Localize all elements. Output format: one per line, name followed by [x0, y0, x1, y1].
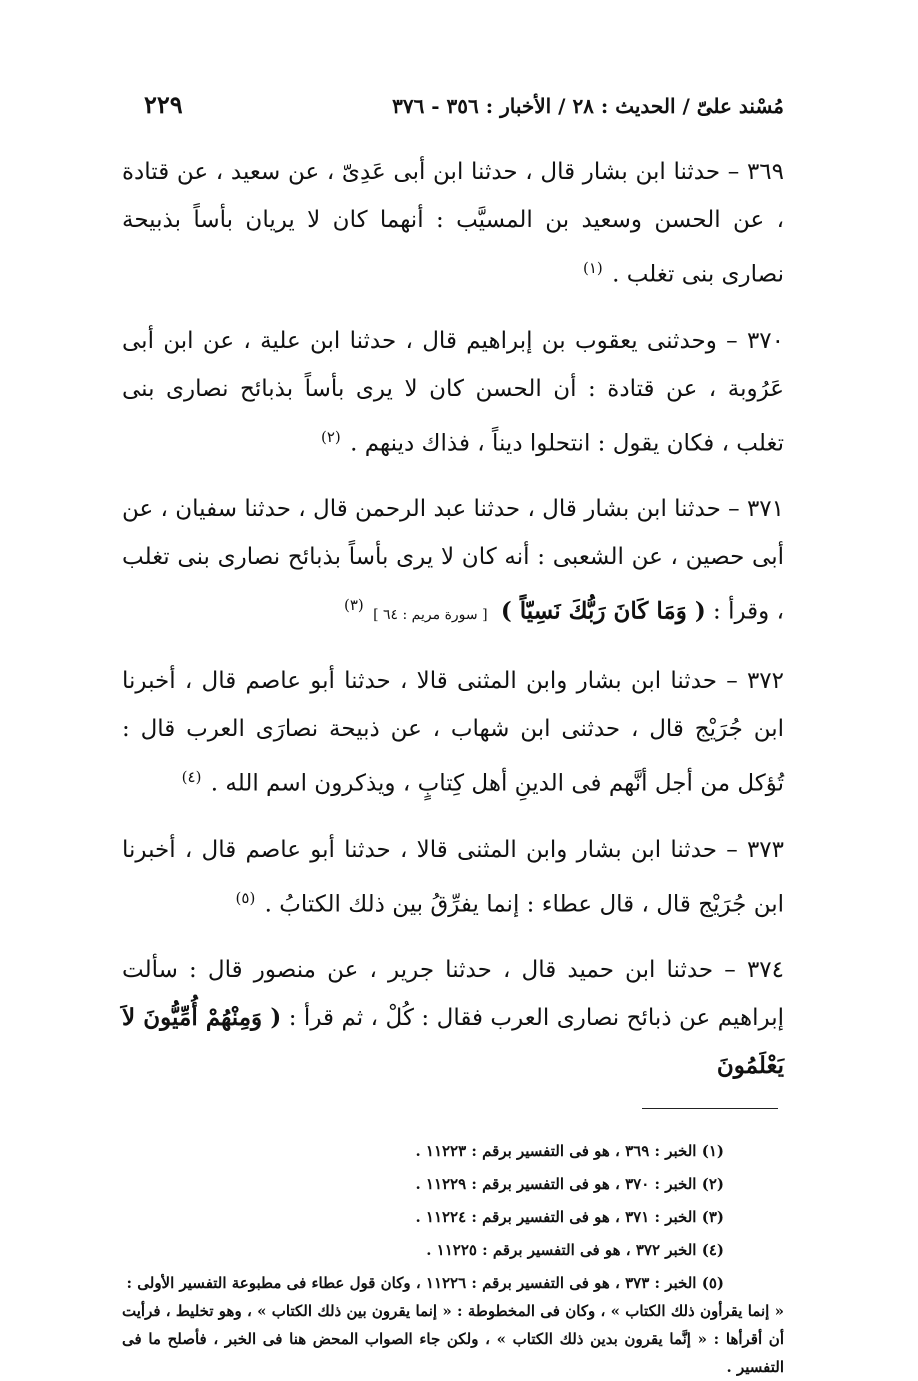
hadith-370 [122, 317, 784, 468]
hadith-number: ٣٧٤ [746, 957, 784, 984]
footnote-ref: (٥) [235, 888, 256, 907]
surah-citation: [ سورة مريم : ٦٤ ] [373, 606, 488, 623]
hadith-text: – حدثنا ابن بشار وابن المثنى قالا ، حدثنا أبو عاصم قال ، أخبرنا ابن جُرَيْج قال ، قال عطاء : إنما يفرِّقُ بين ذلك الكتابُ . [122, 836, 784, 918]
footnote-5-continuation: « إنما يقرأون ذلك الكتاب » ، وكان فى المخطوطة : « إنما يقرون بين ذلك الكتاب » ، وهو تخليط ، فرأيت أن أقرأها : « إنَّما يقرون بدين ذلك الكتاب » ، ولكن جاء الصواب المحض هنا فى الخبر ، فأصلح ما فى التفسير . [122, 1302, 784, 1377]
footnote-ref: (٢) [321, 427, 341, 446]
footnote-text: الخبر : ٣٦٩ ، هو فى التفسير برقم : ١١٢٢٣ . [415, 1142, 697, 1161]
hadith-number: ٣٧٢ [746, 667, 785, 694]
hadith-number: ٣٦٩ [746, 159, 784, 185]
page-number: ٢٢٩ [144, 90, 183, 119]
footnote-label: (٢) [701, 1175, 724, 1194]
footnote-separator [642, 1108, 778, 1109]
footnote-2 [122, 1168, 784, 1201]
footnote-text: الخبر : ٣٧٣ ، هو فى التفسير برقم : ١١٢٢٦ ، وكان قول عطاء فى مطبوعة التفسير الأولى : [126, 1274, 697, 1293]
footnote-5-first-line [122, 1269, 784, 1297]
running-title: مُسْند علىّ / الحديث : ٢٨ / الأخبار : ٣٥٦ - ٣٧٦ [392, 94, 784, 118]
hadith-text: – حدثنا ابن بشار وابن المثنى قالا ، حدثنا أبو عاصم قال ، أخبرنا ابن جُرَيْج قال ، حدثنى ابن شهاب ، عن ذبيحة نصارَى العرب قال : تُؤكل من أجل أنَّهم فى الدينِ أهل كِتابٍ ، ويذكرون اسم الله . [122, 667, 784, 797]
hadith-373 [122, 826, 784, 929]
hadith-text: – حدثنا ابن حميد قال ، حدثنا جرير ، عن منصور قال : سألت إبراهيم عن ذبائح نصارى العرب فقال : كُلْ ، ثم قرأ : [122, 957, 785, 1032]
hadith-number: ٣٧٣ [746, 836, 785, 863]
footnote-text: الخبر : ٣٧١ ، هو فى التفسير برقم : ١١٢٢٤ . [415, 1208, 697, 1227]
hadith-374 [122, 946, 784, 1090]
hadith-number: ٣٧٠ [746, 327, 784, 354]
page-header [122, 84, 784, 124]
footnote-label: (٣) [701, 1208, 724, 1227]
quran-verse: ( وَمِنْهُمْ أُمِّيُّونَ لاَ يَعْلَمُونَ [122, 1004, 784, 1080]
footnotes [122, 1135, 784, 1381]
footnote-label: (٤) [701, 1241, 724, 1260]
hadith-text: – وحدثنى يعقوب بن إبراهيم قال ، حدثنا ابن علية ، عن ابن أبى عَرُوبة ، عن قتادة : أن الحسن كان لا يرى بأساً بذبائح نصارى بنى تغلب ، فكان يقول : انتحلوا ديناً ، فذاك دينهم . [122, 327, 784, 457]
footnote-ref: (٤) [181, 767, 202, 786]
hadith-text: – حدثنا ابن بشار قال ، حدثنا ابن أبى عَدِىّ ، عن سعيد ، عن قتادة ، عن الحسن وسعيد بن المسيَّب : أنهما كان لا يريان بأساً بذبيحة نصارى بنى تغلب . [122, 159, 784, 288]
hadith-372 [122, 657, 784, 808]
footnote-text: الخبر ٣٧٢ ، هو فى التفسير برقم : ١١٢٢٥ . [426, 1241, 697, 1260]
hadith-number: ٣٧١ [746, 496, 784, 523]
footnote-5 [122, 1269, 784, 1381]
footnote-label: (١) [701, 1142, 724, 1161]
footnote-ref: (٣) [344, 596, 364, 615]
footnote-1 [122, 1135, 784, 1168]
hadith-list [122, 148, 784, 1090]
footnote-ref: (١) [582, 259, 603, 277]
hadith-text: – حدثنا ابن بشار قال ، حدثنا عبد الرحمن قال ، حدثنا سفيان ، عن أبى حصين ، عن الشعبى : أنه كان لا يرى بأساً بذبائح نصارى بنى تغلب ، وقرأ : [121, 496, 784, 625]
quran-verse: ( وَمَا كَانَ رَبُّكَ نَسِيّاً ) [500, 597, 706, 625]
hadith-371 [122, 485, 784, 639]
footnote-4 [122, 1234, 784, 1267]
footnote-text: الخبر : ٣٧٠ ، هو فى التفسير برقم : ١١٢٢٩ . [415, 1175, 697, 1194]
hadith-369 [122, 148, 784, 299]
footnote-label: (٥) [701, 1274, 724, 1293]
footnote-separator-wrap [122, 1108, 784, 1109]
footnote-3 [122, 1201, 784, 1234]
